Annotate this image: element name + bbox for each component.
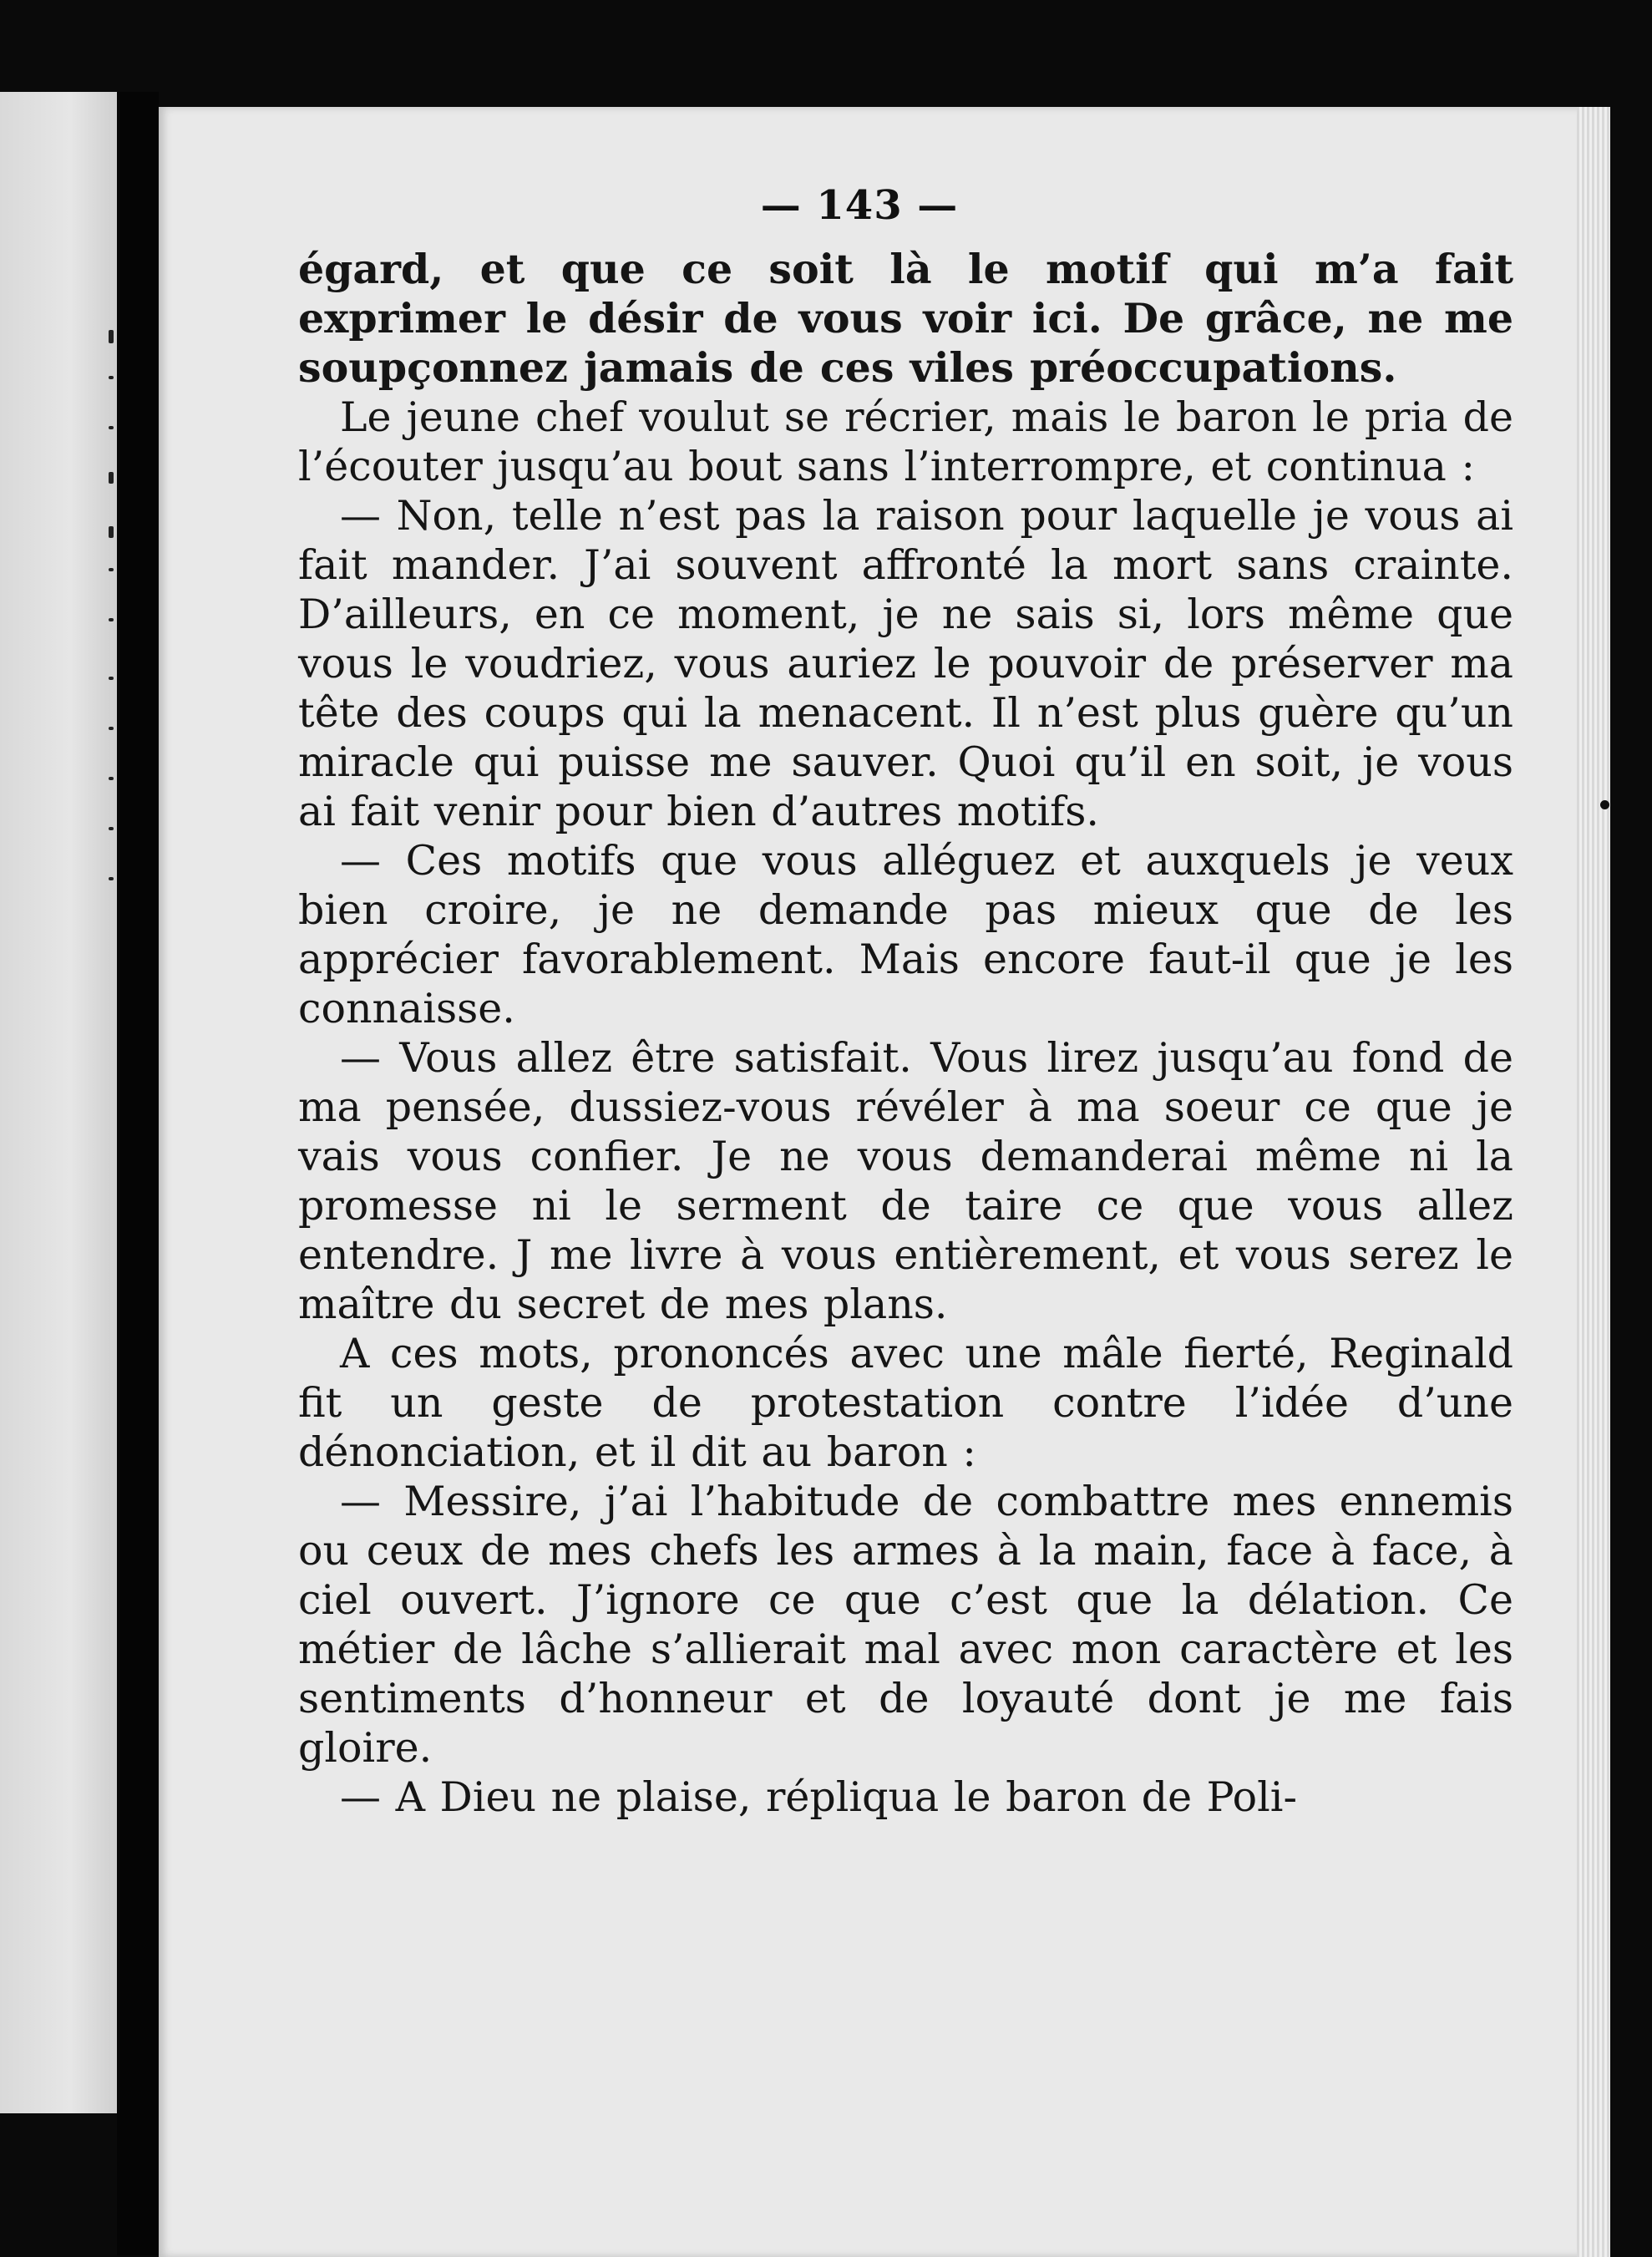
book-spine bbox=[117, 92, 159, 2255]
paragraph: — Messire, j’ai l’habitude de combattre mes ennemis ou ceux de mes chefs les armes à la main, face à face, à ciel ouvert. J’ignore ce que c’est que la délation. Ce métier de lâche s’allierait mal avec mon caractère et les sentiments d’honneur et de loyauté dont je me fais gloire. bbox=[298, 1478, 1513, 1772]
left-page-edge bbox=[0, 92, 117, 2113]
paragraph: Le jeune chef voulut se récrier, mais le baron le pria de l’écouter jusqu’au bout sans l’interrompre, et continua : bbox=[298, 393, 1513, 490]
paragraph: — Ces motifs que vous alléguez et auxquels je veux bien croire, je ne demande pas mieux que de les apprécier favorablement. Mais encore faut-il que je les connaisse. bbox=[298, 837, 1513, 1032]
paragraph: — Non, telle n’est pas la raison pour laquelle je vous ai fait mander. J’ai souvent affronté la mort sans crainte. D’ailleurs, en ce moment, je ne sais si, lors même que vous le voudriez, vous auriez le pouvoir de préserver ma tête des coups qui la menacent. Il n’est plus guère qu’un miracle qui puisse me sauver. Quoi qu’il en soit, je vous ai fait venir pour bien d’autres motifs. bbox=[298, 492, 1513, 835]
margin-mark bbox=[109, 330, 114, 343]
page-body bbox=[298, 245, 1513, 1822]
margin-mark bbox=[109, 426, 114, 429]
paragraph: — A Dieu ne plaise, répliqua le baron de Poli- bbox=[340, 1773, 1298, 1821]
margin-mark bbox=[109, 568, 114, 571]
margin-mark bbox=[109, 677, 114, 680]
ink-spot bbox=[1600, 800, 1609, 809]
book-page bbox=[159, 107, 1610, 2257]
page-edge bbox=[1577, 107, 1610, 2257]
paragraph: A ces mots, prononcés avec une mâle fierté, Reginald fit un geste de protestation contre l’idée d’une dénonciation, et il dit au baron : bbox=[298, 1330, 1513, 1476]
margin-mark bbox=[109, 376, 114, 379]
margin-mark bbox=[109, 472, 114, 484]
paragraph: — Vous allez être satisfait. Vous lirez jusqu’au fond de ma pensée, dussiez-vous révéler à ma soeur ce que je vais vous confier. Je ne vous demanderai même ni la promesse ni le serment de taire ce que vous allez entendre. J me livre à vous entièrement, et vous serez le maître du secret de mes plans. bbox=[298, 1034, 1513, 1328]
margin-mark bbox=[109, 618, 114, 621]
margin-mark bbox=[109, 526, 114, 538]
margin-mark bbox=[109, 877, 114, 880]
margin-mark bbox=[109, 777, 114, 780]
page-number: — 143 — bbox=[760, 182, 959, 229]
margin-mark bbox=[109, 827, 114, 830]
paragraph: égard, et que ce soit là le motif qui m’a fait exprimer le désir de vous voir ici. De grâce, ne me soupçonnez jamais de ces viles préoccupations. bbox=[298, 245, 1513, 392]
margin-mark bbox=[109, 727, 114, 730]
